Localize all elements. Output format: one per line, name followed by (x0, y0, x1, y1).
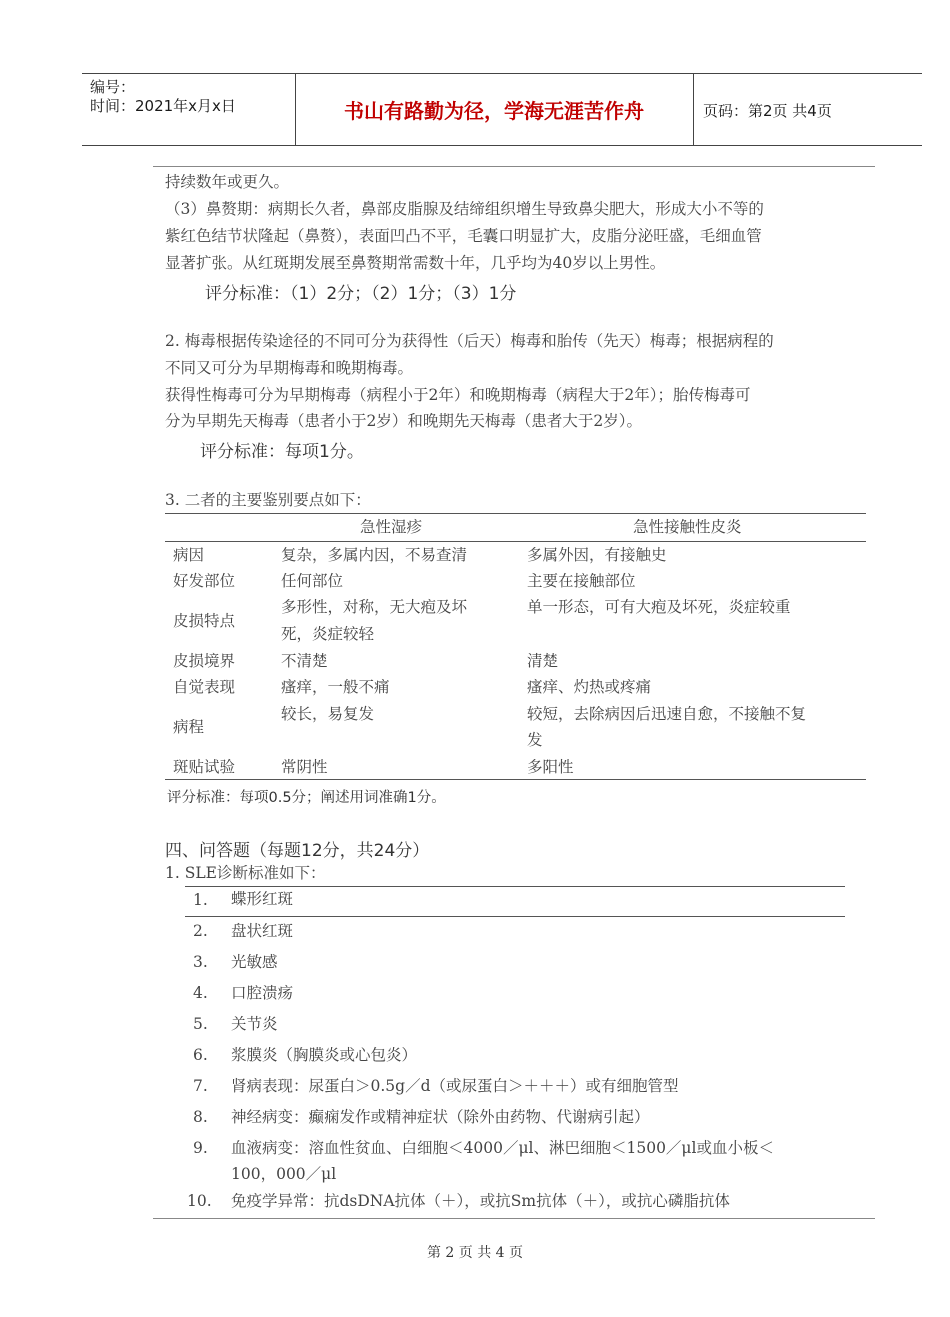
question-2-line-2: 不同又可分为早期梅毒和晚期梅毒。 (165, 359, 414, 377)
question-2-line-3: 获得性梅毒可分为早期梅毒（病程小于2年）和晚期梅毒（病程大于2年）；胎传梅毒可 (165, 386, 751, 404)
paragraph-3-line-2: 紫红色结节状隆起（鼻赘），表面凹凸不平，毛囊口明显扩大，皮脂分泌旺盛，毛细血管 (165, 227, 762, 245)
table-top-rule (165, 513, 866, 514)
doc-number-label: 编号： (90, 78, 136, 96)
table-cell-dermatitis: 发 (527, 731, 543, 749)
table-row-item: 斑贴试验 (173, 758, 236, 776)
table-cell-eczema: 瘙痒，一般不痛 (281, 678, 390, 696)
table-header-rule (165, 541, 866, 542)
table-row-item: 皮损特点 (173, 612, 236, 630)
table-cell-eczema: 任何部位 (281, 572, 344, 590)
paragraph-3-line-3: 显著扩张。从红斑期发展至鼻赘期常需数十年，几乎均为40岁以上男性。 (165, 254, 666, 272)
content-top-rule (153, 166, 875, 167)
question-2-line-4: 分为早期先天梅毒（患者小于2岁）和晚期先天梅毒（患者大于2岁）。 (165, 412, 642, 430)
paragraph-3-line-1: （3）鼻赘期：病期长久者，鼻部皮脂腺及结缔组织增生导致鼻尖肥大，形成大小不等的 (165, 200, 764, 218)
table-cell-eczema: 不清楚 (281, 652, 328, 670)
list-item: 关节炎 (231, 1015, 278, 1033)
list-item-number: 1. (193, 891, 208, 909)
table-cell-dermatitis: 主要在接触部位 (527, 572, 636, 590)
list-item: 光敏感 (231, 953, 278, 971)
sle-intro: 1. SLE诊断标准如下： (165, 864, 326, 882)
table-cell-dermatitis: 多阳性 (527, 758, 574, 776)
list-item-number: 8. (193, 1108, 208, 1126)
table-row-item: 病因 (173, 546, 205, 564)
list-item: 口腔溃疡 (231, 984, 294, 1002)
scoring-criteria-3: 评分标准：每项0.5分；阐述用词准确1分。 (167, 790, 446, 806)
list-item: 神经病变：癫痫发作或精神症状（除外由药物、代谢病引起） (231, 1108, 650, 1126)
table-cell-eczema: 较长，易复发 (281, 705, 375, 723)
table-cell-dermatitis: 清楚 (527, 652, 559, 670)
table-row-item: 好发部位 (173, 572, 236, 590)
table-cell-eczema: 复杂，多属内因，不易查清 (281, 546, 468, 564)
table-cell-dermatitis: 瘙痒、灼热或疼痛 (527, 678, 652, 696)
section-4-title: 四、问答题（每题12分，共24分） (165, 841, 430, 861)
table-cell-dermatitis: 较短，去除病因后迅速自愈，不接触不复 (527, 705, 807, 723)
header-divider-left (295, 73, 296, 145)
paragraph-continuation: 持续数年或更久。 (165, 173, 290, 191)
list-item-number: 6. (193, 1046, 208, 1064)
list-item-number: 10. (187, 1192, 212, 1210)
list-item: 蝶形红斑 (231, 890, 294, 908)
table-header-eczema: 急性湿疹 (360, 518, 423, 536)
list-item-number: 3. (193, 953, 208, 971)
question-3-intro: 3. 二者的主要鉴别要点如下： (165, 491, 371, 509)
table-cell-dermatitis: 单一形态，可有大疱及坏死，炎症较重 (527, 598, 791, 616)
sle-list-first-row-rule (185, 916, 845, 917)
table-row-item: 病程 (173, 718, 205, 736)
scoring-criteria-2: 评分标准：每项1分。 (200, 442, 364, 462)
header-motto: 书山有路勤为径，学海无涯苦作舟 (344, 99, 644, 123)
question-2-line-1: 2. 梅毒根据传染途径的不同可分为获得性（后天）梅毒和胎传（先天）梅毒；根据病程的 (165, 332, 774, 350)
header-page-info: 页码：第2页 共4页 (703, 102, 832, 120)
table-bottom-rule (165, 779, 866, 780)
table-row-item: 皮损境界 (173, 652, 236, 670)
list-item-number: 2. (193, 922, 208, 940)
list-item: 免疫学异常：抗dsDNA抗体（＋），或抗Sm抗体（＋），或抗心磷脂抗体 (231, 1192, 730, 1210)
list-item: 血液病变：溶血性贫血、白细胞＜4000／μl、淋巴细胞＜1500／μl或血小板＜ (231, 1139, 774, 1157)
list-item: 盘状红斑 (231, 922, 294, 940)
table-cell-dermatitis: 多属外因，有接触史 (527, 546, 667, 564)
table-header-dermatitis: 急性接触性皮炎 (633, 518, 742, 536)
header-bottom-rule (82, 145, 922, 146)
scoring-criteria-1: 评分标准：（1）2分；（2）1分；（3）1分 (205, 284, 517, 304)
page-footer: 第 2 页 共 4 页 (426, 1245, 524, 1261)
list-item-number: 4. (193, 984, 208, 1002)
list-item-number: 7. (193, 1077, 208, 1095)
list-item: 肾病表现：尿蛋白＞0.5g／d（或尿蛋白＞＋＋＋）或有细胞管型 (231, 1077, 679, 1095)
header-divider-right (693, 73, 694, 145)
table-cell-eczema: 死，炎症较轻 (281, 625, 375, 643)
list-item-number: 9. (193, 1139, 208, 1157)
table-cell-eczema: 多形性，对称，无大疱及坏 (281, 598, 468, 616)
doc-time-label: 时间：2021年x月x日 (90, 97, 236, 115)
list-item-number: 5. (193, 1015, 208, 1033)
table-row-item: 自觉表现 (173, 678, 236, 696)
header-top-rule (82, 73, 922, 74)
table-cell-eczema: 常阴性 (281, 758, 328, 776)
list-item: 浆膜炎（胸膜炎或心包炎） (231, 1046, 418, 1064)
content-bottom-rule (153, 1218, 875, 1219)
list-item: 100，000／μl (231, 1165, 337, 1183)
